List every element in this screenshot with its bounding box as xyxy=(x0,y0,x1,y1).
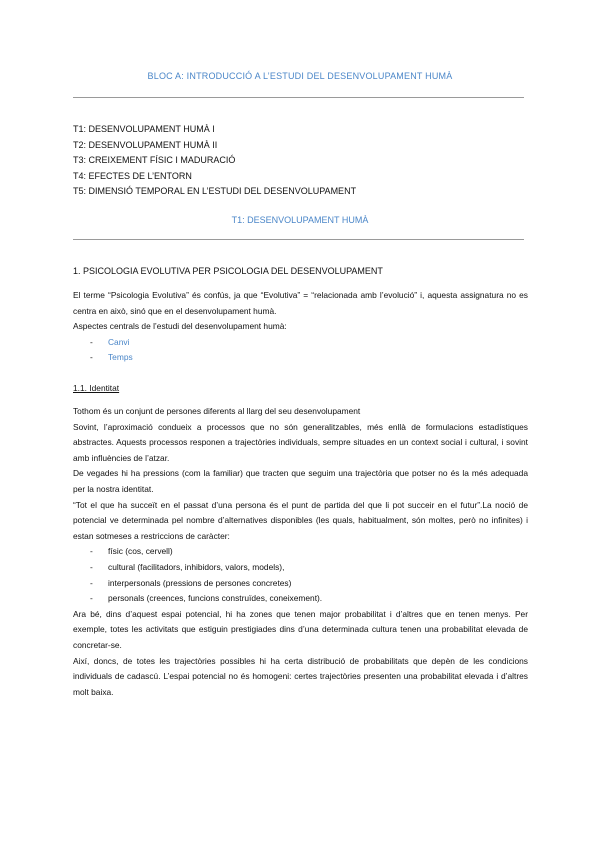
list-item: - personals (creences, funcions construïdes, coneixement). xyxy=(90,593,323,604)
restrictions-list xyxy=(73,544,528,606)
list-item: - Canvi xyxy=(90,336,130,347)
toc-item: T4: EFECTES DE L’ENTORN xyxy=(73,170,192,181)
divider xyxy=(73,239,524,240)
paragraph: El terme “Psicologia Evolutiva” és confús, ja que “Evolutiva” = “relacionada amb l’evolució” i, aquesta assignatura no es centra en això, sinó que en el desenvolupament humà. xyxy=(73,290,528,316)
topic-title: T1: DESENVOLUPAMENT HUMÀ xyxy=(231,215,369,225)
aspects-list xyxy=(73,335,528,366)
table-of-contents xyxy=(73,122,356,200)
paragraph: De vegades hi ha pressions (com la familiar) que tracten que seguim una trajectòria que potser no és la més adequada per la nostra identitat. xyxy=(73,468,528,494)
list-item: - cultural (facilitadors, inhibidors, valors, models), xyxy=(90,561,285,572)
list-item-label: interpersonals (pressions de persones concretes) xyxy=(108,577,292,588)
block-title: BLOC A: INTRODUCCIÓ A L’ESTUDI DEL DESENVOLUPAMENT HUMÀ xyxy=(147,71,453,81)
toc-item: T3: CREIXEMENT FÍSIC I MADURACIÓ xyxy=(73,155,236,166)
list-item-label: personals (creences, funcions construïdes, coneixement). xyxy=(108,593,323,604)
section-intro xyxy=(73,288,528,366)
list-item: - interpersonals (pressions de persones concretes) xyxy=(90,577,292,588)
list-item: - Temps xyxy=(90,352,133,363)
toc-item: T1: DESENVOLUPAMENT HUMÀ I xyxy=(73,124,215,134)
toc-item: T5: DIMENSIÓ TEMPORAL EN L’ESTUDI DEL DESENVOLUPAMENT xyxy=(73,186,357,197)
subsection-heading: 1.1. Identitat xyxy=(73,383,120,393)
paragraph: Així, doncs, de totes les trajectòries possibles hi ha certa distribució de probabilitats que depèn de les condicions individuals de cadascú. L’espai potencial no és homogeni: certes trajectòries presenten una probabilitat elevada i d’altres molt baixa. xyxy=(73,655,528,697)
paragraph: Sovint, l’aproximació condueix a processos que no són generalitzables, més enllà de formulacions estadístiques abstractes. Aquests processos responen a trajectòries individuals, sempre situades en un context social i cultural, i sovint amb influències de l’atzar. xyxy=(73,421,528,463)
subsection-body xyxy=(73,404,528,700)
toc-item: T2: DESENVOLUPAMENT HUMÀ II xyxy=(73,139,218,150)
list-item-label: Temps xyxy=(108,352,133,363)
list-item-label: cultural (facilitadors, inhibidors, valors, models), xyxy=(108,561,285,572)
paragraph: “Tot el que ha succeït en el passat d’una persona és el punt de partida del que li pot succeir en el futur”.La noció de potencial ve determinada pel nombre d’alternatives disponibles (les quals, habitualment, són moltes, però no infinites) i estan sotmeses a restriccions de caràcter: xyxy=(73,499,528,541)
list-item-label: físic (cos, cervell) xyxy=(108,546,173,557)
list-item: - físic (cos, cervell) xyxy=(90,546,173,557)
section-heading: 1. PSICOLOGIA EVOLUTIVA PER PSICOLOGIA DEL DESENVOLUPAMENT xyxy=(73,266,383,276)
divider xyxy=(73,97,524,98)
paragraph: Aspectes centrals de l’estudi del desenvolupament humà: xyxy=(73,321,287,332)
list-item-label: Canvi xyxy=(108,336,130,347)
paragraph: Ara bé, dins d’aquest espai potencial, hi ha zones que tenen major probabilitat i d’altres que en tenen menys. Per exemple, totes les activitats que estiguin prestigiades dins d’una determinada cultura tenen una probabilitat elevada de concretar-se. xyxy=(73,608,528,650)
paragraph: Tothom és un conjunt de persones diferents al llarg del seu desenvolupament xyxy=(73,406,361,416)
